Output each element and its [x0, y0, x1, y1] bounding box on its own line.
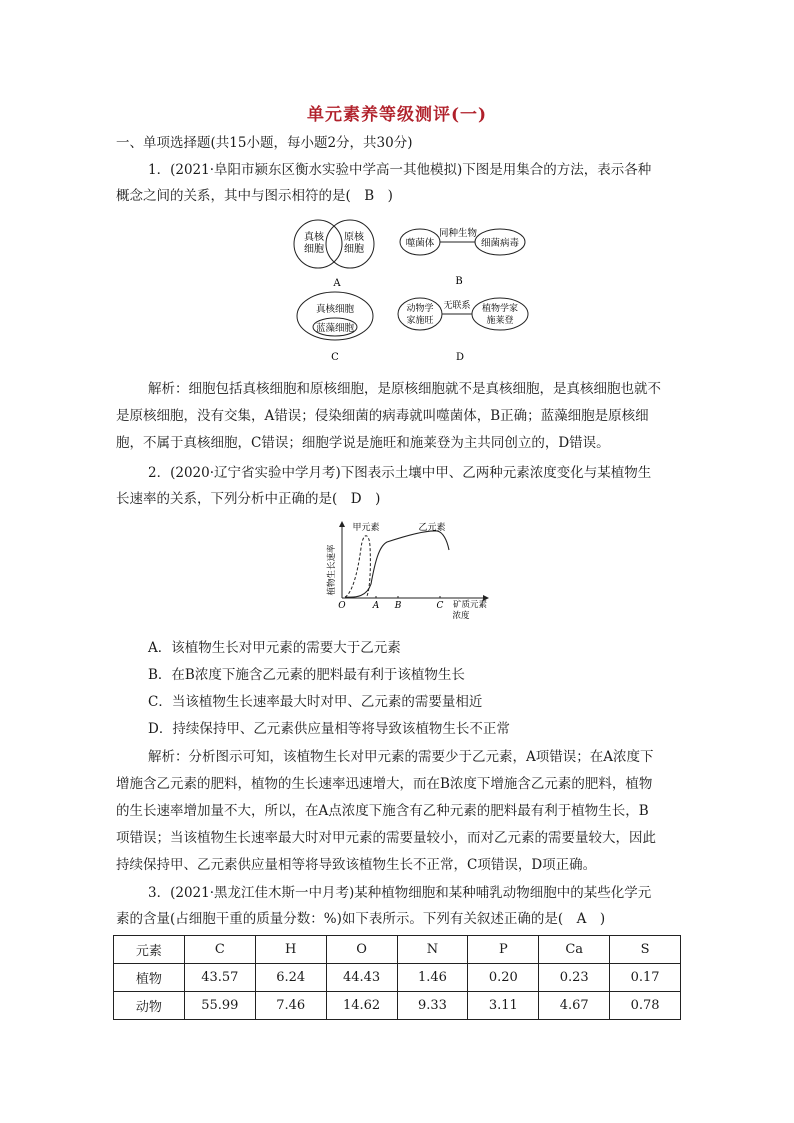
page-title: 单元素养等级测评(一)	[306, 105, 488, 125]
q2-analysis-line4: 项错误；当该植物生长速率最大时对甲元素的需要量较小，而对乙元素的需要量较大，因此	[116, 830, 656, 846]
table-cell: 0.17	[610, 964, 681, 992]
fig-d-link: 无联系	[443, 301, 471, 311]
fig-b-left: 噬菌体	[405, 238, 435, 249]
fig-a-left-1: 真核	[304, 232, 324, 243]
table-header-cell: C	[184, 936, 255, 964]
fig-a-right-2: 细胞	[344, 244, 364, 255]
table-row	[114, 964, 681, 992]
series-jia-curve	[345, 536, 370, 597]
x-tick-a: A	[372, 601, 380, 611]
table-cell: 14.62	[326, 992, 397, 1020]
table-header-cell: H	[255, 936, 326, 964]
table-cell: 9.33	[397, 992, 468, 1020]
series-yi-curve	[345, 531, 449, 597]
series-jia-label: 甲元素	[352, 523, 380, 533]
q2-analysis-line2: 增施含乙元素的肥料，植物的生长速率迅速增大，而在B浓度下增施含乙元素的肥料，植物	[116, 776, 653, 792]
fig-a-label: A	[333, 278, 341, 288]
x-axis-label-1: 矿质元素	[452, 600, 488, 610]
fig-c-outer: 真核细胞	[315, 304, 355, 315]
fig-b-right: 细菌病毒	[480, 238, 520, 249]
table-cell: 3.11	[468, 992, 539, 1020]
table-cell: 7.46	[255, 992, 326, 1020]
table-cell: 0.23	[539, 964, 610, 992]
fig-d-left-1: 动物学	[406, 304, 434, 314]
x-tick-b: B	[394, 601, 402, 611]
x-tick-c: C	[436, 601, 444, 611]
section-heading: 一、单项选择题(共15小题，每小题2分，共30分)	[116, 135, 413, 151]
q1-stem-line1: 1．(2021·阜阳市颍东区衡水实验中学高一其他模拟)下图是用集合的方法，表示各种	[148, 162, 652, 178]
origin-label: O	[338, 601, 346, 611]
q2-option-d: D．持续保持甲、乙元素供应量相等将导致该植物生长不正常	[148, 721, 510, 737]
fig-c-inner: 蓝藻细胞	[315, 323, 355, 334]
q3-stem-line1: 3．(2021·黑龙江佳木斯一中月考)某种植物细胞和某种哺乳动物细胞中的某些化学元	[148, 885, 652, 901]
fig-c-label: C	[331, 352, 339, 363]
table-cell: 55.99	[184, 992, 255, 1020]
fig-a-right-1: 原核	[344, 232, 364, 243]
q2-option-b: B．在B浓度下施含乙元素的肥料最有利于该植物生长	[148, 667, 465, 683]
element-content-table	[113, 935, 681, 1020]
table-cell: 植物	[114, 964, 185, 992]
table-header-cell: N	[397, 936, 468, 964]
fig-a-left-2: 细胞	[304, 244, 324, 255]
table-header-row	[114, 936, 681, 964]
q2-chart	[325, 518, 495, 634]
q3-stem-line2: 素的含量(占细胞干重的质量分数：%)如下表所示。下列有关叙述正确的是( A )	[116, 911, 606, 927]
table-cell: 43.57	[184, 964, 255, 992]
table-header-cell: P	[468, 936, 539, 964]
table-row	[114, 992, 681, 1020]
q2-option-a: A．该植物生长对甲元素的需要大于乙元素	[148, 640, 401, 656]
table-header-cell: O	[326, 936, 397, 964]
table-cell: 0.20	[468, 964, 539, 992]
table-cell: 0.78	[610, 992, 681, 1020]
q2-stem-line1: 2．(2020·辽宁省实验中学月考)下图表示土壤中甲、乙两种元素浓度变化与某植物生	[148, 465, 652, 481]
table-cell: 4.67	[539, 992, 610, 1020]
fig-d-label: D	[455, 352, 465, 363]
q2-option-c: C．当该植物生长速率最大时对甲、乙元素的需要量相近	[148, 694, 483, 710]
table-cell: 1.46	[397, 964, 468, 992]
fig-d-right-1: 植物学家	[481, 304, 519, 314]
fig-d-left-2: 家施旺	[406, 316, 434, 326]
fig-d-right-2: 施莱登	[486, 316, 514, 326]
table-header-cell: Ca	[539, 936, 610, 964]
y-axis-label: 植物生长速率	[327, 544, 337, 596]
table-header-cell: 元素	[114, 936, 185, 964]
q2-analysis-line5: 持续保持甲、乙元素供应量相等将导致该植物生长不正常，C项错误，D项正确。	[116, 857, 597, 873]
q1-figure-b	[398, 222, 528, 292]
q1-analysis-line2: 是原核细胞，没有交集，A错误；侵染细菌的病毒就叫噬菌体，B正确；蓝藻细胞是原核细	[116, 408, 649, 424]
q1-figure-c	[293, 290, 383, 368]
fig-b-link: 同种生物	[438, 228, 478, 239]
q1-stem-line2: 概念之间的关系，其中与图示相符的是( B )	[116, 188, 393, 204]
table-cell: 6.24	[255, 964, 326, 992]
series-yi-label: 乙元素	[418, 523, 446, 533]
q1-figure-d	[396, 292, 536, 368]
q1-analysis-line1: 解析：细胞包括真核细胞和原核细胞，是原核细胞就不是真核细胞，是真核细胞也就不	[148, 381, 661, 397]
q1-analysis-line3: 胞，不属于真核细胞，C错误；细胞学说是施旺和施莱登为主共同创立的，D错误。	[116, 435, 610, 451]
q1-figure-a	[290, 218, 390, 292]
q2-analysis-line1: 解析：分析图示可知，该植物生长对甲元素的需要少于乙元素，A项错误；在A浓度下	[148, 749, 654, 765]
table-cell: 动物	[114, 992, 185, 1020]
fig-b-label: B	[455, 276, 463, 287]
table-cell: 44.43	[326, 964, 397, 992]
q2-analysis-line3: 的生长速率增加量不大，所以，在A点浓度下施含有乙种元素的肥料最有利于植物生长，B	[116, 803, 649, 819]
x-axis-label-2: 浓度	[452, 611, 470, 621]
table-header-cell: S	[610, 936, 681, 964]
q2-stem-line2: 长速率的关系，下列分析中正确的是( D )	[116, 491, 381, 507]
